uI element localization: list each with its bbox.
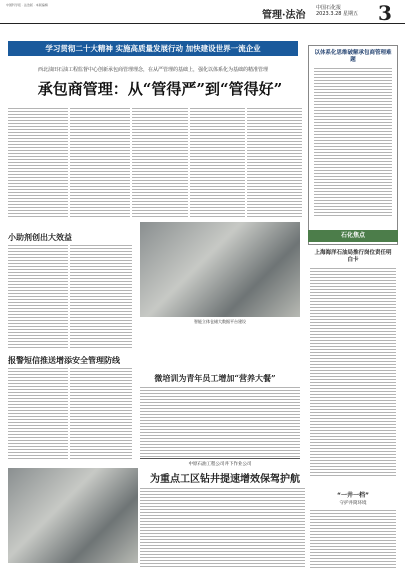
right-sub-headline: 上海海洋石油局推行岗位责任明白卡 [314,250,392,263]
right-lower-headline: “一井一档” [337,492,369,499]
right-box-headline: 以体系化思维破解承包商管理难题 [314,50,392,63]
top-banner: 学习贯彻二十大精神 实施高质量发展行动 加快建设世界一流企业 [8,41,298,56]
lower-photo [8,468,138,563]
lead-text-column [8,108,68,218]
lead-headline: 承包商管理：从“管得严”到“管得好” [37,80,283,98]
right-lower-text [310,510,396,568]
section-text [8,245,68,350]
right-text [310,268,396,478]
lower-headline: 为重点工区钻井提速增效保驾护航 [150,474,300,485]
section-headline: 微培训为青年员工增加“营养大餐” [154,373,276,383]
photo-caption: 智能立体仓储大数据平台建设 [194,319,246,324]
page-number: 3 [378,1,392,25]
lower-kicker: 中原石油工程公司井下作业公司 [188,462,252,467]
section-headline: 小助剂创出大效益 [8,232,72,242]
lead-kicker: 西北油田石油工程监督中心创新承包商管理理念，在从严管理的基础上，强化以体系化为基础的精准管理 [37,67,268,73]
right-banner: 石化焦点 [308,230,398,242]
section-text [70,368,132,460]
warehouse-photo [140,222,300,317]
lead-text-column [247,108,302,218]
lead-text-column [132,108,188,218]
right-lower-sub: 守护井筒环境 [339,501,367,506]
right-box-text [314,68,392,218]
paper-title: 中国石化报 [316,5,342,11]
paper-name [316,5,358,17]
masthead-info: 中国科学报 · 法治版 · 本版编辑 [6,3,48,7]
lead-text-column [190,108,245,218]
divider [140,458,300,459]
section-headline: 报警短信推送增添安全管理防线 [8,355,120,365]
lead-text-column [70,108,130,218]
lower-text [140,488,305,568]
section-text [140,387,300,457]
section-text [70,245,132,350]
section-title: 管理·法治 [262,10,306,21]
section-text [8,368,68,460]
masthead [0,0,405,24]
paper-date: 2023.3.28 星期五 [316,11,359,17]
